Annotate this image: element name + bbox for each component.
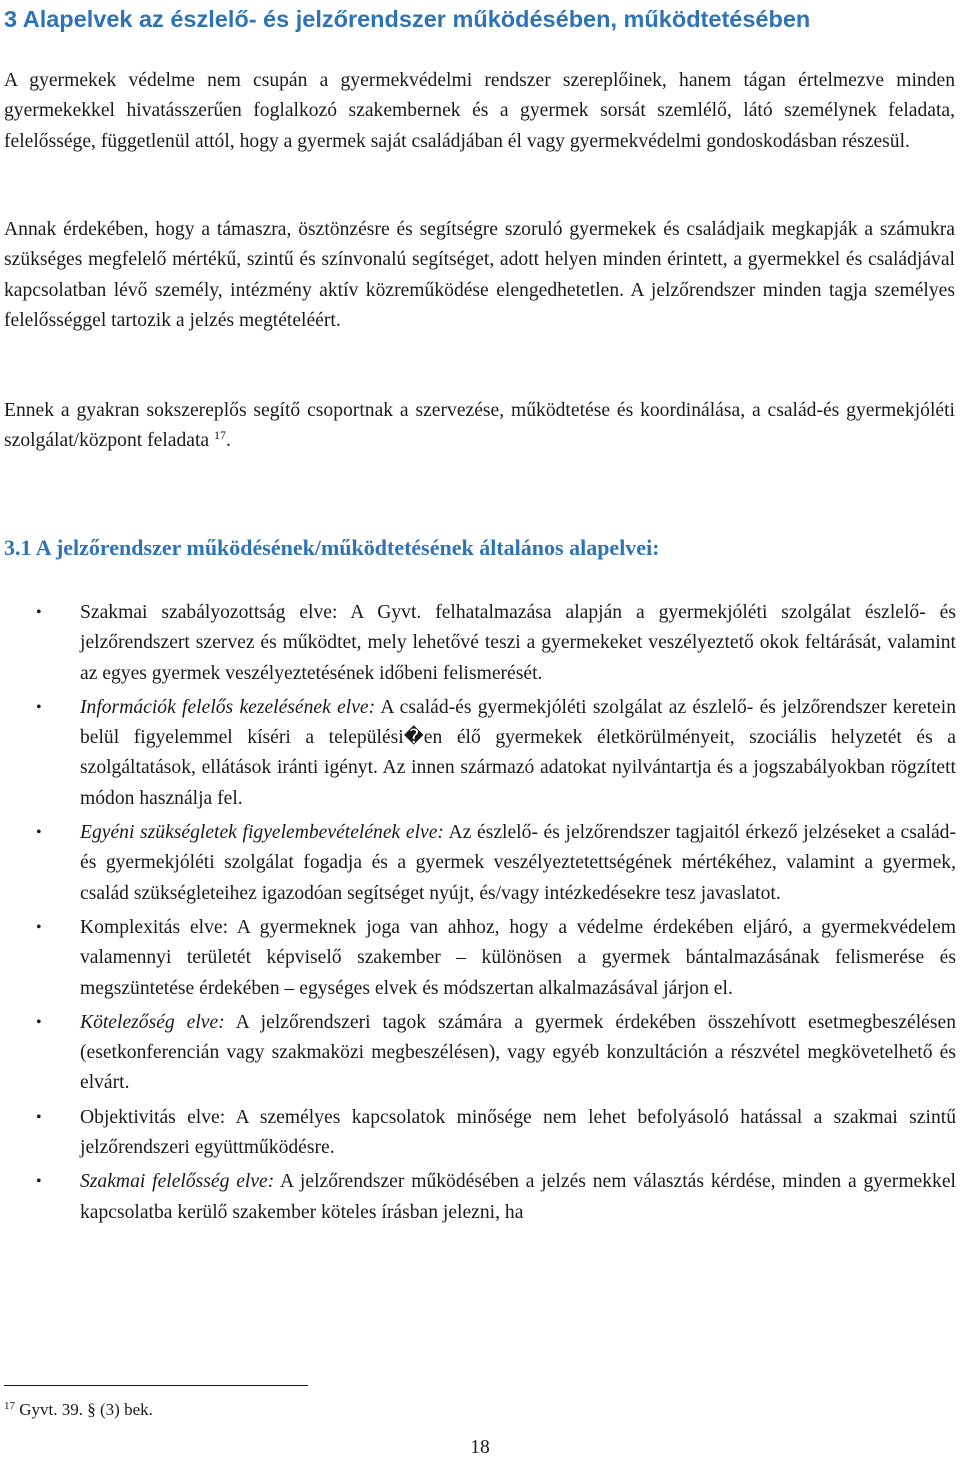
bullet-icon: • — [36, 1108, 42, 1126]
bullet-icon: • — [36, 824, 42, 842]
principle-text: A személyes kapcsolatok minősége nem lehet befolyásoló hatással a szakmai szintű jelzőrendszeri együttműködésre. — [80, 1106, 956, 1159]
principle-text: A jelzőrendszer működésében a jelzés nem választás kérdése, minden a gyermekkel kapcsolatba kerülő szakember köteles írásban jelezni, ha — [80, 1171, 956, 1223]
intro-paragraph: A gyermekek védelme nem csupán a gyermekvédelmi rendszer szereplőinek, hanem tágan értelmezve minden gyermekekkel hivatásszerűen foglalkozó szakembernek és a gyermek sorsát szemlélő, látó személynek feladata, felelőssége, függetlenül attól, hogy a gyermek saját családjában él vagy gyermekvédelmi gondoskodásban részesül. — [4, 70, 955, 152]
bullet-icon: • — [36, 1013, 42, 1031]
list-item — [0, 1008, 956, 1099]
section-heading: 3 Alapelvek az észlelő- és jelzőrendszer működésében, működtetésében — [4, 6, 811, 32]
principle-text: A gyermeknek joga van ahhoz, hogy a védelme érdekében eljáró, a gyermekvédelem valamennyi területét képviselő szakember – különösen a gyermek bántalmazásának felismerése és megszüntetése érdekében – egységes elvek és módszertan alkalmazásával járjon el. — [80, 916, 956, 999]
list-item — [0, 818, 956, 909]
principles-list — [0, 598, 956, 1232]
principle-term: Szakmai felelősség elve: — [80, 1171, 275, 1193]
bullet-icon: • — [36, 1173, 42, 1191]
list-item — [0, 913, 956, 1004]
principle-text: A család-és gyermekjóléti szolgálat az észlelő- és jelzőrendszer keretein belül figyelemmel kíséri a települési�en élő gyermekek életkörülményeit, szociális helyzetét és a szolgáltatások, ellátások iránti igényt. Az innen származó adatokat nyilvántartja és a jogszabályokban rögzített módon használja fel. — [80, 696, 956, 809]
principle-text: A jelzőrendszeri tagok számára a gyermek érdekében összehívott esetmegbeszélésen (esetkonferencián vagy szakmaközi megbeszélésen), vagy egyéb konzultáción a részvétel megkövetelhető és elvárt. — [80, 1011, 956, 1094]
body-paragraph: Annak érdekében, hogy a támaszra, ösztönzésre és segítségre szoruló gyermekek és családjaik megkapják a számukra szükséges megfelelő mértékű, szintű és színvonalú segítséget, adott helyen minden érintett, a gyermekkel és családjával kapcsolatban lévő személy, intézmény aktív közreműködése elengedhetetlen. A jelzőrendszer minden tagja személyes felelősséggel tartozik a jelzés megtételéért. — [4, 219, 955, 331]
footnote — [4, 1399, 153, 1421]
principle-term: Kötelezőség elve: — [80, 1011, 225, 1033]
principle-text: Az észlelő- és jelzőrendszer tagjaitól érkező jelzéseket a család-és gyermekjóléti szolgálat fogadja és a gyermek veszélyeztetettségének mértékéhez, valamint a gyermek, család szükségleteihez igazodóan segítséget nyújt, és/vagy intézkedésekre tesz javaslatot. — [80, 822, 956, 904]
principle-term: Objektivitás elve: — [80, 1106, 226, 1128]
bullet-icon: • — [36, 604, 42, 621]
sentence-end: . — [226, 430, 231, 452]
list-item — [0, 1103, 956, 1164]
list-item — [0, 598, 956, 689]
footnote-reference[interactable]: 17 — [214, 428, 227, 443]
list-item — [0, 693, 956, 814]
footnote-divider — [4, 1385, 308, 1386]
principle-term: Információk felelős kezelésének elve: — [80, 696, 376, 718]
principle-text: A Gyvt. felhatalmazása alapján a gyermekjóléti szolgálat észlelő- és jelzőrendszert szervez és működtet, mely lehetővé teszi a gyermekeket veszélyeztető okok feltárását, valamint az egyes gyermek veszélyeztetésének időbeni felismerését. — [80, 602, 956, 684]
footnote-text: Gyvt. 39. § (3) bek. — [15, 1400, 153, 1419]
coordination-paragraph — [4, 396, 955, 457]
footnote-number: 17 — [4, 1400, 15, 1412]
bullet-icon: • — [36, 918, 42, 936]
bullet-icon: • — [36, 698, 42, 716]
principle-term: Szakmai szabályozottság elve: — [80, 602, 338, 623]
coordination-text: Ennek a gyakran sokszereplős segítő csoportnak a szervezése, működtetése és koordinálása, a család-és gyermekjóléti szolgálat/központ feladata — [4, 400, 955, 452]
principle-term: Egyéni szükségletek figyelembevételének elve: — [80, 822, 444, 844]
subsection-heading: 3.1 A jelzőrendszer működésének/működtetésének általános alapelvei: — [4, 535, 660, 560]
list-item — [0, 1167, 956, 1228]
principle-term: Komplexitás elve: — [80, 916, 229, 938]
page-number: 18 — [470, 1437, 490, 1458]
